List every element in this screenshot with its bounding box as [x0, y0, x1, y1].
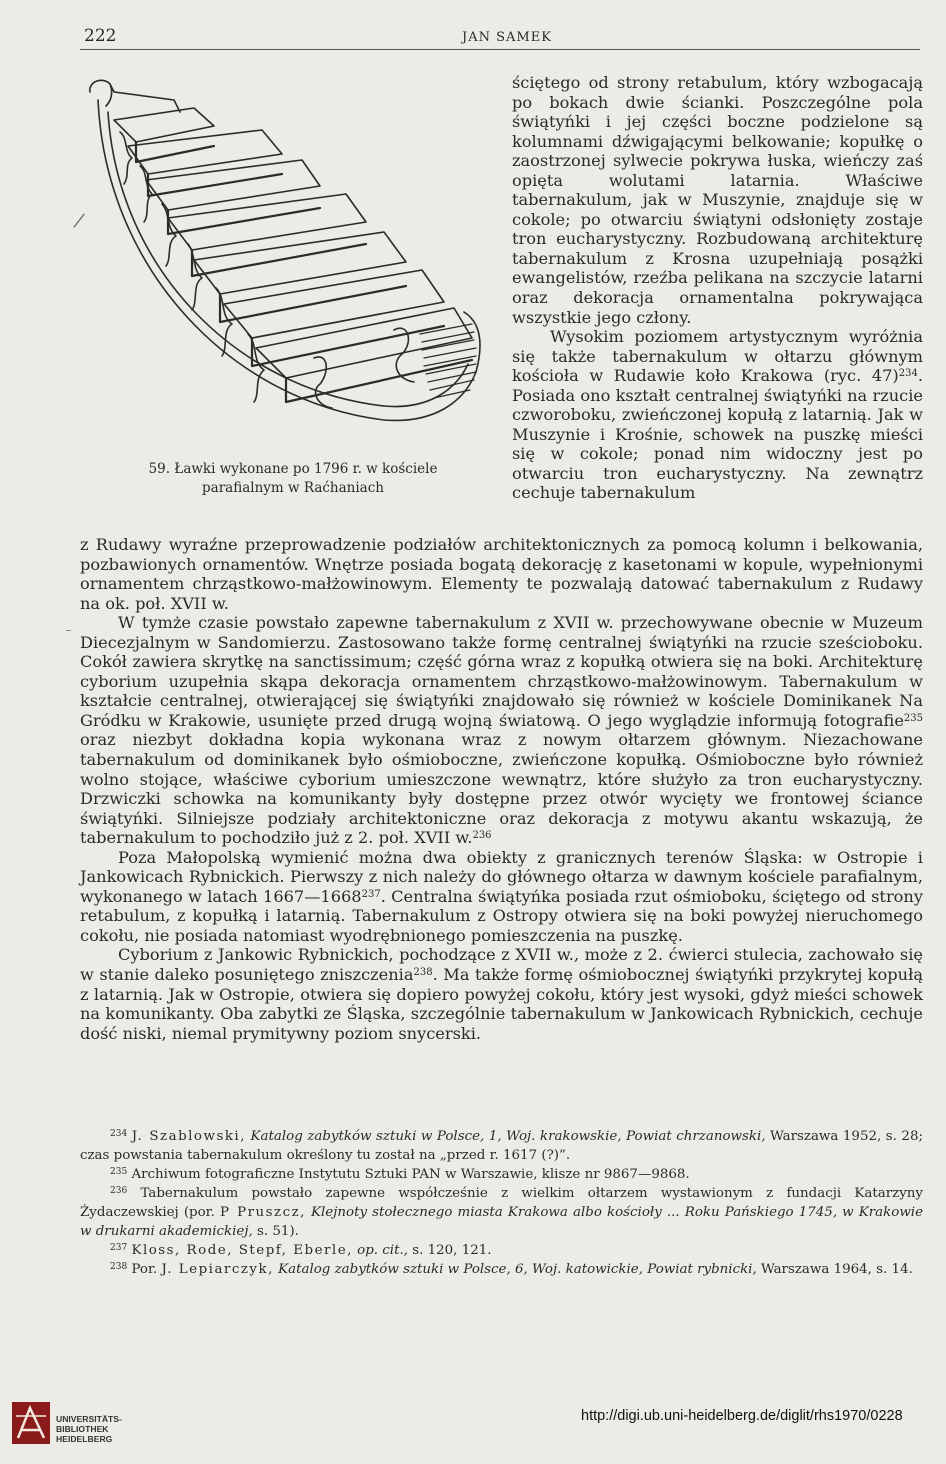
paragraph-1: ściętego od strony retabulum, który wzbogacają po bokach dwie ścianki. Poszczególne pola świątyńki i jej części boczne podzielone są kolumnami dźwigającymi belkowanie; kopułkę o zaostrzonej sylwecie pokrywa łuska, wieńczy zaś opięta wolutami latarnia. Właściwe tabernakulum, jak w Muszynie, znajduje się w cokole; po otwarciu świątyni odsłonięty zostaje tron eucharystyczny. Rozbudowaną architekturę tabernakulum z Krosna uzupełniają posążki ewangelistów, rzeźba pelikana na szczycie latarni oraz dekoracja ornamentalna pokrywająca wszystkie jego człony. [512, 73, 923, 327]
fn-text: Por. [131, 1262, 162, 1277]
figure-caption [84, 460, 502, 498]
source-url[interactable]: http://digi.ub.uni-heidelberg.de/diglit/rhs1970/0228 [581, 1408, 903, 1424]
fn-rest: Warszawa 1952, s. 28; czas powstania tabernakulum określony tu został na „przed r. 1617 (?)”. [80, 1129, 923, 1163]
running-head: JAN SAMEK [462, 30, 552, 45]
p5-text-b: . Ma także formę ośmiobocznej świątyńki przykrytej kopułą z latarnią. Jak w Ostropie, otwiera się dopiero powyżej cokołu, który jest wysoki, gdyż mieści schowek na komunikanty. Oba zabytki ze Śląska, szczególnie tabernakulum w Jankowicach Rybnickich, cechuje dość niski, niemal prymitywny poziom snycerski. [80, 965, 923, 1043]
p3-text-b: oraz niezbyt dokładna kopia wykonana wraz z nowym ołtarzem głównym. Niezachowane tabernakulum od dominikanek było ośmioboczne, zwieńczone kopułką. Ośmioboczne było również wolno stojące, właściwe cyborium umieszczone wewnątrz, które służyło za tron eucharystyczny. Drzwiczki schowka na komunikanty były dostępne przez otwór wycięty we frontowej ściance świątyńki. Silniejsze podziały architektoniczne oraz dekoracja z motywu akantu wskazują, że tabernakulum to pochodziło już z 2. poł. XVII w. [80, 730, 923, 848]
p5-text-a: Cyborium z Jankowic Rybnickich, pochodzące z XVII w., może z 2. ćwierci stulecia, zachowało się w stanie daleko posuniętego zniszczenia [80, 945, 923, 985]
paragraph-4 [80, 848, 923, 946]
footnote-234 [80, 1127, 923, 1165]
footnote-238 [80, 1260, 923, 1279]
footnotes [80, 1127, 923, 1279]
fn-rest: Warszawa 1964, s. 14. [756, 1262, 913, 1277]
p4-text-b: . Centralna świątyńka posiada rzut ośmioboku, ściętego od strony retabulum, z kopułką i latarnią. Tabernakulum z Ostropy otwiera się na boki powyżej nieruchomego cokołu, nie posiada natomiast wyodrębnionego pomieszczenia na puszkę. [80, 886, 923, 945]
fn-title: Katalog zabytków sztuki w Polsce, 6, Woj. katowickie, Powiat rybnicki, [278, 1262, 757, 1277]
footnote-235 [80, 1165, 923, 1184]
fn-number: 235 [110, 1167, 128, 1177]
paragraph-2-continued: z Rudawy wyraźne przeprowadzenie podziałów architektonicznych za pomocą kolumn i belkowania, pozbawionych ornamentów. Wnętrze posiada bogatą dekorację z kasetonami w kopule, wypełnionymi ornamentem chrząstkowo-małżowinowym. Elementy te pozwalają datować tabernakulum z Rudawy na ok. poł. XVII w. [80, 535, 923, 613]
fn-ref-238: 238 [413, 967, 433, 979]
caption-line-1: 59. Ławki wykonane po 1796 r. w kościele [148, 461, 438, 477]
fn-ref-235: 235 [903, 712, 923, 724]
fn-ref-236: 236 [472, 830, 492, 842]
fn-rest: s. 120, 121. [407, 1243, 492, 1258]
fn-number: 234 [110, 1129, 128, 1139]
p2-text-b: . Posiada ono kształt centralnej świątyńki na rzucie czworoboku, zwieńczonej kopułą z latarnią. Jak w Muszynie i Krośnie, schowek na puszkę mieści się w cokole; ponad nim widoczny jest po otwarciu tron eucharystyczny. Na zewnątrz cechuje tabernakulum [512, 366, 923, 503]
full-width-text [80, 535, 923, 1043]
paragraph-3 [80, 613, 923, 848]
fn-title: op. cit., [357, 1243, 408, 1258]
page-number: 222 [84, 26, 117, 46]
library-line-2: BIBLIOTHEK [56, 1424, 109, 1434]
p4-text-a: Poza Małopolską wymienić można dwa obiekty z granicznych terenów Śląska: w Ostropie i Jankowicach Rybnickich. Pierwszy z nich należy do głównego ołtarza w dawnym kościele parafialnym, wykonanego w latach 1667—1668 [80, 847, 923, 906]
paragraph-2 [512, 327, 923, 503]
library-line-1: UNIVERSITÄTS- [56, 1414, 122, 1424]
figure-pews-drawing [84, 72, 502, 462]
fn-number: 236 [110, 1186, 128, 1196]
p2-text-a: Wysokim poziomem artystycznym wyróżnia się także tabernakulum w ołtarzu głównym kościoła w Rudawie koło Krakowa (ryc. 47) [512, 327, 923, 386]
library-name [56, 1414, 122, 1444]
margin-mark: / [72, 207, 87, 233]
header-rule [80, 49, 920, 50]
fn-rest: s. 51). [252, 1224, 299, 1239]
fn-title: Katalog zabytków sztuki w Polsce, 1, Woj. krakowskie, Powiat chrzanowski, [250, 1129, 766, 1144]
library-logo-icon [10, 1400, 52, 1446]
fn-author: P Pruszcz, [219, 1205, 306, 1220]
fn-ref-234: 234 [898, 368, 918, 380]
library-line-3: HEIDELBERG [56, 1434, 113, 1444]
footnote-237 [80, 1241, 923, 1260]
fn-author: Kloss, Rode, Stepf, Eberle, [131, 1243, 353, 1258]
right-column-text [512, 73, 923, 503]
fn-text: Archiwum fotograficzne Instytutu Sztuki PAN w Warszawie, klisze nr 9867—9868. [131, 1167, 690, 1182]
fn-ref-237: 237 [361, 888, 381, 900]
paragraph-5 [80, 945, 923, 1043]
margin-dash [66, 630, 71, 631]
caption-line-2: parafialnym w Raćhaniach [202, 480, 384, 496]
fn-author: J. Lepiarczyk, [161, 1262, 274, 1277]
p3-text-a: W tymże czasie powstało zapewne tabernakulum z XVII w. przechowywane obecnie w Muzeum Diecezjalnym w Sandomierzu. Zastosowano także formę centralnej świątyńki na rzucie sześcioboku. Cokół zawiera skrytkę na sanctissimum; część górna wraz z kopułką otwiera się na boki. Architekturę cyborium uzupełnia skąpa dekoracja ornamentem chrząstkowo-małżowinowym. Tabernakulum w kształcie centralnej, otwierającej się świątyńki znajdowało się również w kościele Dominikanek Na Gródku w Krakowie, usunięte przed drugą wojną światową. O jego wyglądzie informują fotografie [80, 613, 923, 730]
fn-title: Klejnoty stołecznego miasta Krakowa albo kościoły ... Roku Pańskiego 1745, w Krakowie w drukarni akademickiej, [80, 1205, 923, 1239]
fn-number: 237 [110, 1243, 128, 1253]
fn-text: Tabernakulum powstało zapewne współcześnie z wielkim ołtarzem wystawionym z fundacji Katarzyny Żydaczewskiej (por. [80, 1186, 923, 1220]
footnote-236 [80, 1184, 923, 1241]
fn-number: 238 [110, 1262, 128, 1272]
fn-author: J. Szablowski, [131, 1129, 246, 1144]
